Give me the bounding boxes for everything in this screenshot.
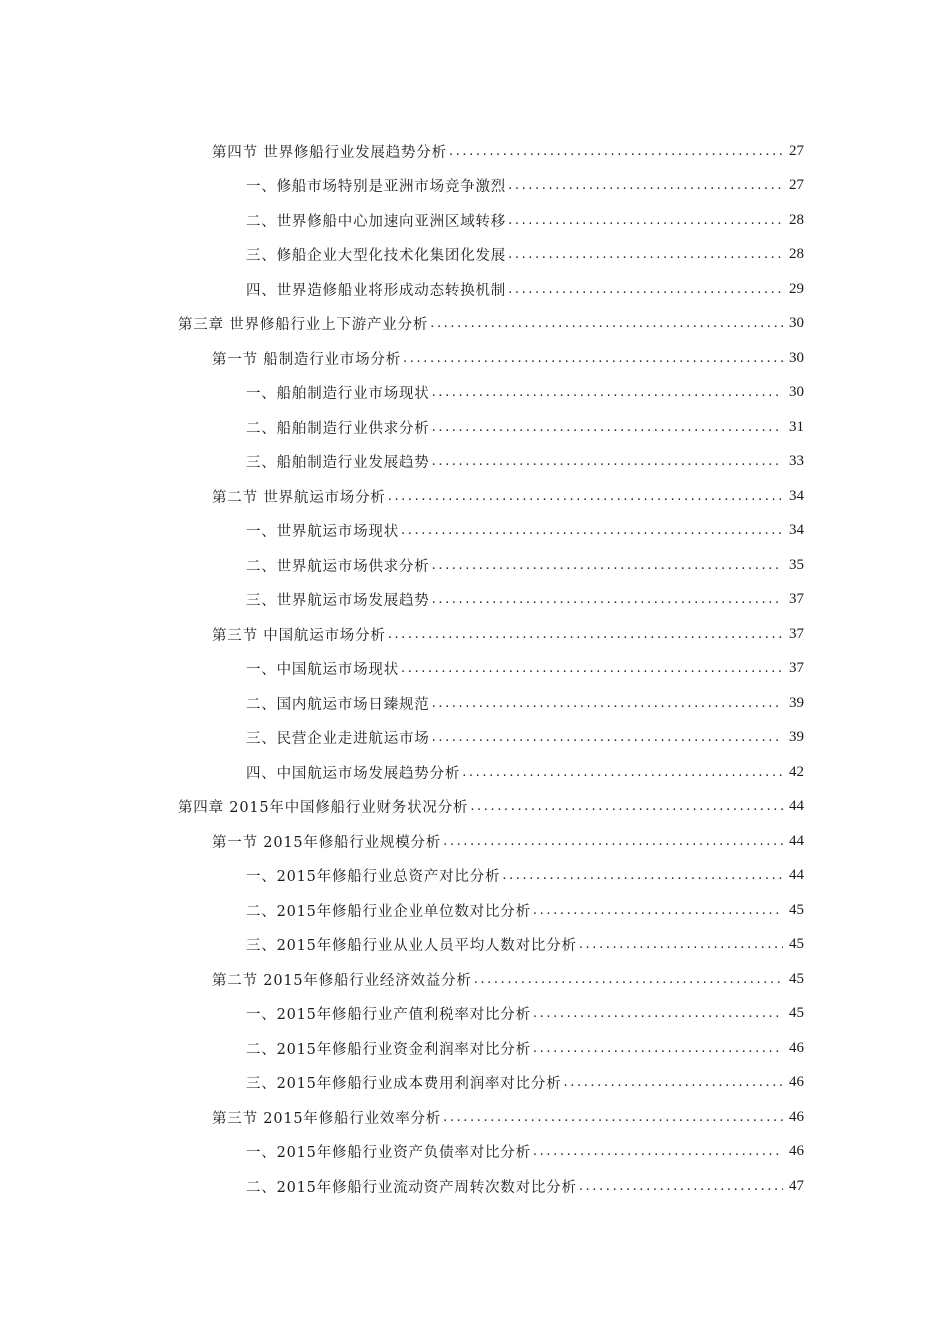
- toc-subsection-entry[interactable]: [0, 169, 950, 204]
- toc-dot-leader: [401, 661, 783, 676]
- toc-subsection-entry[interactable]: [0, 1031, 950, 1066]
- toc-subsection-entry[interactable]: [0, 859, 950, 894]
- toc-dot-leader: [432, 592, 783, 607]
- toc-entry-title: 第三节 中国航运市场分析: [212, 627, 386, 644]
- toc-entry-title: 一、2015年修船行业产值利税率对比分析: [246, 1007, 531, 1024]
- toc-page-number: 47: [789, 1177, 804, 1194]
- toc-entry-title: 第二节 世界航运市场分析: [212, 489, 386, 506]
- toc-entry-title: 二、世界航运市场供求分析: [246, 558, 430, 575]
- toc-page-number: 31: [789, 418, 804, 435]
- toc-dot-leader: [443, 1110, 783, 1125]
- toc-subsection-entry[interactable]: [0, 1135, 950, 1170]
- toc-entry-title: 三、修船企业大型化技术化集团化发展: [246, 248, 507, 265]
- toc-subsection-entry[interactable]: [0, 203, 950, 238]
- toc-page-number: 42: [789, 763, 804, 780]
- toc-subsection-entry[interactable]: [0, 652, 950, 687]
- toc-section-entry[interactable]: [0, 341, 950, 376]
- toc-entry-title: 第三章 世界修船行业上下游产业分析: [178, 317, 429, 334]
- toc-subsection-entry[interactable]: [0, 548, 950, 583]
- toc-dot-leader: [432, 420, 783, 435]
- toc-entry-title: 二、2015年修船行业资金利润率对比分析: [246, 1041, 531, 1058]
- toc-dot-leader: [533, 1041, 783, 1056]
- toc-entry-title: 二、国内航运市场日臻规范: [246, 696, 430, 713]
- toc-dot-leader: [432, 558, 783, 573]
- toc-dot-leader: [432, 730, 783, 745]
- toc-page-number: 34: [789, 522, 804, 539]
- toc-entry-title: 三、船舶制造行业发展趋势: [246, 455, 430, 472]
- toc-dot-leader: [462, 765, 783, 780]
- toc-dot-leader: [449, 144, 783, 159]
- toc-entry-title: 第一节 2015年修船行业规模分析: [212, 834, 442, 851]
- toc-dot-leader: [508, 178, 783, 193]
- toc-dot-leader: [470, 799, 783, 814]
- toc-dot-leader: [430, 316, 783, 331]
- toc-subsection-entry[interactable]: [0, 721, 950, 756]
- toc-section-entry[interactable]: [0, 479, 950, 514]
- toc-subsection-entry[interactable]: [0, 445, 950, 480]
- toc-subsection-entry[interactable]: [0, 686, 950, 721]
- toc-page-number: 30: [789, 349, 804, 366]
- toc-subsection-entry[interactable]: [0, 893, 950, 928]
- toc-entry-title: 二、2015年修船行业企业单位数对比分析: [246, 903, 531, 920]
- toc-page-number: 46: [789, 1039, 804, 1056]
- toc-entry-title: 二、2015年修船行业流动资产周转次数对比分析: [246, 1179, 577, 1196]
- toc-page-number: 28: [789, 246, 804, 263]
- toc-entry-title: 第一节 船制造行业市场分析: [212, 351, 402, 368]
- toc-dot-leader: [533, 1144, 783, 1159]
- toc-chapter-entry[interactable]: [0, 790, 950, 825]
- toc-dot-leader: [508, 247, 783, 262]
- toc-page-number: 39: [789, 729, 804, 746]
- toc-dot-leader: [432, 385, 783, 400]
- toc-dot-leader: [388, 627, 783, 642]
- toc-subsection-entry[interactable]: [0, 238, 950, 273]
- toc-entry-title: 三、2015年修船行业成本费用利润率对比分析: [246, 1076, 562, 1093]
- toc-page-number: 46: [789, 1108, 804, 1125]
- toc-page-number: 30: [789, 384, 804, 401]
- toc-dot-leader: [403, 351, 783, 366]
- toc-dot-leader: [474, 972, 783, 987]
- toc-dot-leader: [502, 868, 783, 883]
- toc-page-number: 44: [789, 832, 804, 849]
- toc-page-number: 34: [789, 487, 804, 504]
- toc-section-entry[interactable]: [0, 824, 950, 859]
- toc-page-number: 44: [789, 798, 804, 815]
- toc-subsection-entry[interactable]: [0, 755, 950, 790]
- toc-entry-title: 第二节 2015年修船行业经济效益分析: [212, 972, 472, 989]
- toc-page-number: 35: [789, 556, 804, 573]
- toc-page-number: 37: [789, 625, 804, 642]
- toc-page-number: 45: [789, 970, 804, 987]
- toc-entry-title: 一、2015年修船行业资产负债率对比分析: [246, 1145, 531, 1162]
- toc-entry-title: 三、民营企业走进航运市场: [246, 731, 430, 748]
- toc-page-number: 46: [789, 1143, 804, 1160]
- toc-page-number: 27: [789, 177, 804, 194]
- toc-page-number: 37: [789, 660, 804, 677]
- toc-entry-title: 一、船舶制造行业市场现状: [246, 386, 430, 403]
- toc-entry-title: 一、世界航运市场现状: [246, 524, 399, 541]
- toc-dot-leader: [579, 1179, 783, 1194]
- toc-chapter-entry[interactable]: [0, 307, 950, 342]
- toc-page-number: 33: [789, 453, 804, 470]
- toc-subsection-entry[interactable]: [0, 272, 950, 307]
- toc-subsection-entry[interactable]: [0, 928, 950, 963]
- toc-entry-title: 第四章 2015年中国修船行业财务状况分析: [178, 800, 469, 817]
- toc-entry-title: 四、世界造修船业将形成动态转换机制: [246, 282, 507, 299]
- toc-dot-leader: [508, 282, 783, 297]
- toc-dot-leader: [432, 454, 783, 469]
- toc-page-number: 37: [789, 591, 804, 608]
- toc-dot-leader: [579, 937, 783, 952]
- toc-page-number: 45: [789, 901, 804, 918]
- toc-page-number: 44: [789, 867, 804, 884]
- toc-entry-title: 三、2015年修船行业从业人员平均人数对比分析: [246, 938, 577, 955]
- toc-dot-leader: [533, 903, 783, 918]
- toc-entry-title: 一、2015年修船行业总资产对比分析: [246, 869, 501, 886]
- toc-section-entry[interactable]: [0, 1100, 950, 1135]
- toc-section-entry[interactable]: [0, 617, 950, 652]
- toc-subsection-entry[interactable]: [0, 514, 950, 549]
- toc-subsection-entry[interactable]: [0, 1169, 950, 1204]
- toc-entry-title: 三、世界航运市场发展趋势: [246, 593, 430, 610]
- toc-dot-leader: [432, 696, 783, 711]
- toc-page-number: 29: [789, 280, 804, 297]
- toc-dot-leader: [401, 523, 783, 538]
- table-of-contents: [0, 134, 950, 1204]
- toc-subsection-entry[interactable]: [0, 997, 950, 1032]
- toc-entry-title: 四、中国航运市场发展趋势分析: [246, 765, 461, 782]
- toc-entry-title: 二、船舶制造行业供求分析: [246, 420, 430, 437]
- toc-entry-title: 一、修船市场特别是亚洲市场竞争激烈: [246, 179, 507, 196]
- toc-dot-leader: [508, 213, 783, 228]
- toc-page-number: 46: [789, 1074, 804, 1091]
- toc-page-number: 30: [789, 315, 804, 332]
- toc-entry-title: 第三节 2015年修船行业效率分析: [212, 1110, 442, 1127]
- toc-section-entry[interactable]: [0, 134, 950, 169]
- toc-dot-leader: [564, 1075, 784, 1090]
- toc-page-number: 28: [789, 211, 804, 228]
- toc-dot-leader: [388, 489, 783, 504]
- toc-subsection-entry[interactable]: [0, 583, 950, 618]
- toc-page-number: 45: [789, 936, 804, 953]
- toc-entry-title: 二、世界修船中心加速向亚洲区域转移: [246, 213, 507, 230]
- toc-subsection-entry[interactable]: [0, 376, 950, 411]
- toc-page-number: 39: [789, 694, 804, 711]
- toc-page-number: 45: [789, 1005, 804, 1022]
- toc-page-number: 27: [789, 142, 804, 159]
- toc-dot-leader: [443, 834, 783, 849]
- toc-entry-title: 一、中国航运市场现状: [246, 662, 399, 679]
- toc-entry-title: 第四节 世界修船行业发展趋势分析: [212, 144, 447, 161]
- toc-subsection-entry[interactable]: [0, 1066, 950, 1101]
- toc-subsection-entry[interactable]: [0, 410, 950, 445]
- toc-dot-leader: [533, 1006, 783, 1021]
- toc-section-entry[interactable]: [0, 962, 950, 997]
